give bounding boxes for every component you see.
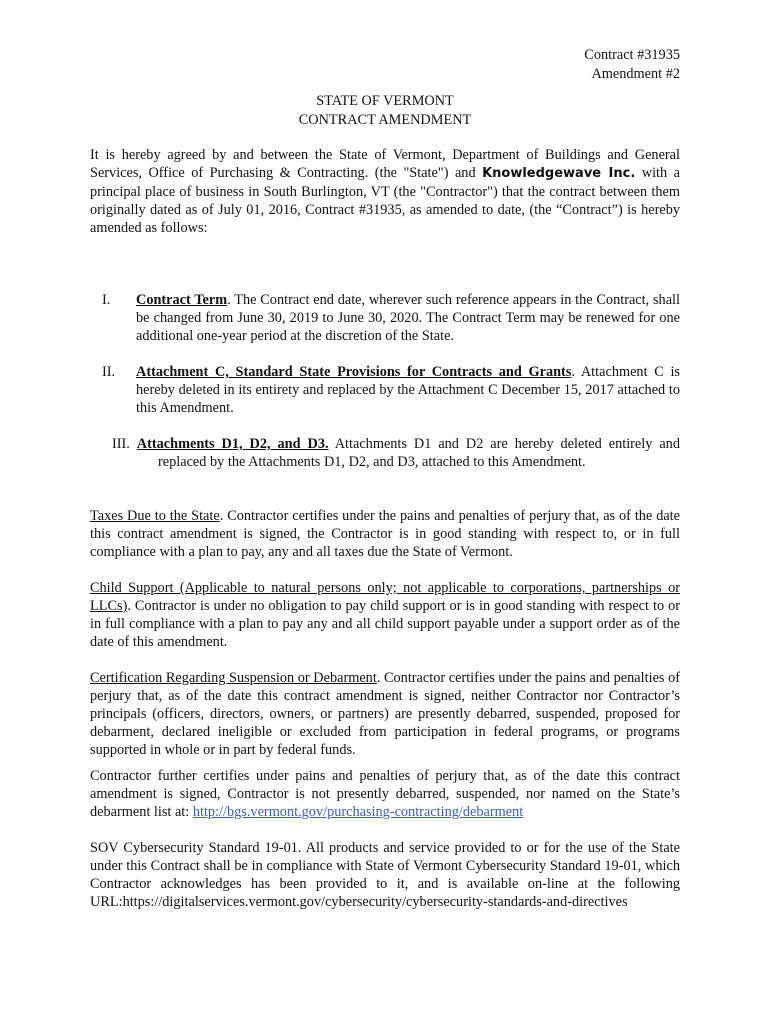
item-number: I. xyxy=(102,292,111,308)
title-line-2: CONTRACT AMENDMENT xyxy=(298,112,472,128)
item-heading: Attachment C, Standard State Provisions for Contracts and Grants xyxy=(136,364,572,380)
amendment-item-1: I. Contract Term. The Contract end date, wherever such reference appears in the Contract, shall be changed from June 30, 2019 to June 30, 2020. The Contract Term may be renewed for one additional one-year period at the discretion of the State. xyxy=(102,292,680,344)
cybersecurity-paragraph: SOV Cybersecurity Standard 19-01. All products and service provided to or for the use of the State under this Contract shall be in compliance with State of Vermont Cybersecurity Standard 19-01, which Contractor acknowledges has been provided to it, and is available on-line at the following URL:https://digitalservices.vermont.gov/cybersecurity/cybersecurity-standards-and-directives xyxy=(90,840,680,910)
document-title xyxy=(0,92,770,130)
item-heading: Contract Term xyxy=(136,292,228,308)
debarment-link[interactable]: http://bgs.vermont.gov/purchasing-contracting/debarment xyxy=(192,804,524,820)
taxes-heading: Taxes Due to the State xyxy=(90,508,220,524)
taxes-paragraph: Taxes Due to the State. Contractor certifies under the pains and penalties of perjury that, as of the date this contract amendment is signed, the Contractor is in good standing with respect to, or in full compliance with a plan to pay, any and all taxes due the State of Vermont. xyxy=(90,508,681,560)
amendment-item-2: II. Attachment C, Standard State Provisions for Contracts and Grants. Attachment C is hereby deleted in its entirety and replaced by the Attachment C December 15, 2017 attached to this Amendment. xyxy=(102,364,680,416)
debarment-paragraph: Certification Regarding Suspension or Debarment. Contractor certifies under the pains and penalties of perjury that, as of the date this contract amendment is signed, neither Contractor nor Contractor’s principals (officers, directors, owners, or partners) are presently debarred, suspended, proposed for debarment, declared ineligible or excluded from participation in federal programs, or programs supported in whole or in part by federal funds. xyxy=(90,670,680,758)
item-number: II. xyxy=(102,364,116,380)
child-support-paragraph: Child Support (Applicable to natural persons only; not applicable to corporations, partnerships or LLCs). Contractor is under no obligation to pay child support or is in good standing with respect to or in full compliance with a plan to pay any and all child support payable under a support order as of the date of this amendment. xyxy=(90,580,680,650)
amendment-item-3: III. Attachments D1, D2, and D3. Attachments D1 and D2 are hereby deleted entirely and replaced by the Attachments D1, D2, and D3, attached to this Amendment. xyxy=(112,436,680,470)
item-heading: Attachments D1, D2, and D3. xyxy=(136,436,329,452)
debarment-heading: Certification Regarding Suspension or Debarment xyxy=(90,670,377,686)
item-number: III. xyxy=(112,436,130,452)
company-name: Knowledgewave Inc. xyxy=(482,166,636,181)
title-line-1: STATE OF VERMONT xyxy=(316,93,454,109)
document-body xyxy=(90,146,680,911)
amendment-number: Amendment #2 xyxy=(591,66,680,82)
intro-paragraph: It is hereby agreed by and between the State of Vermont, Department of Buildings and General Services, Office of Purchasing & Contracting. (the "State") and Knowledgewave Inc. with a principal place of business in South Burlington, VT (the "Contractor") that the contract between them originally dated as of July 01, 2016, Contract #31935, as amended to date, (the “Contract”) is hereby amended as follows: xyxy=(90,147,680,236)
child-support-heading: Child Support (Applicable to natural persons only; not applicable to corporations, partnerships or LLCs) xyxy=(90,580,680,614)
debarment-further-paragraph: Contractor further certifies under pains and penalties of perjury that, as of the date this contract amendment is signed, Contractor is not presently debarred, suspended, nor named on the State’s debarment list at: http://bgs.vermont.gov/purchasing-contracting/debarment xyxy=(90,768,680,820)
document-header xyxy=(584,46,680,84)
contract-number: Contract #31935 xyxy=(584,47,680,63)
